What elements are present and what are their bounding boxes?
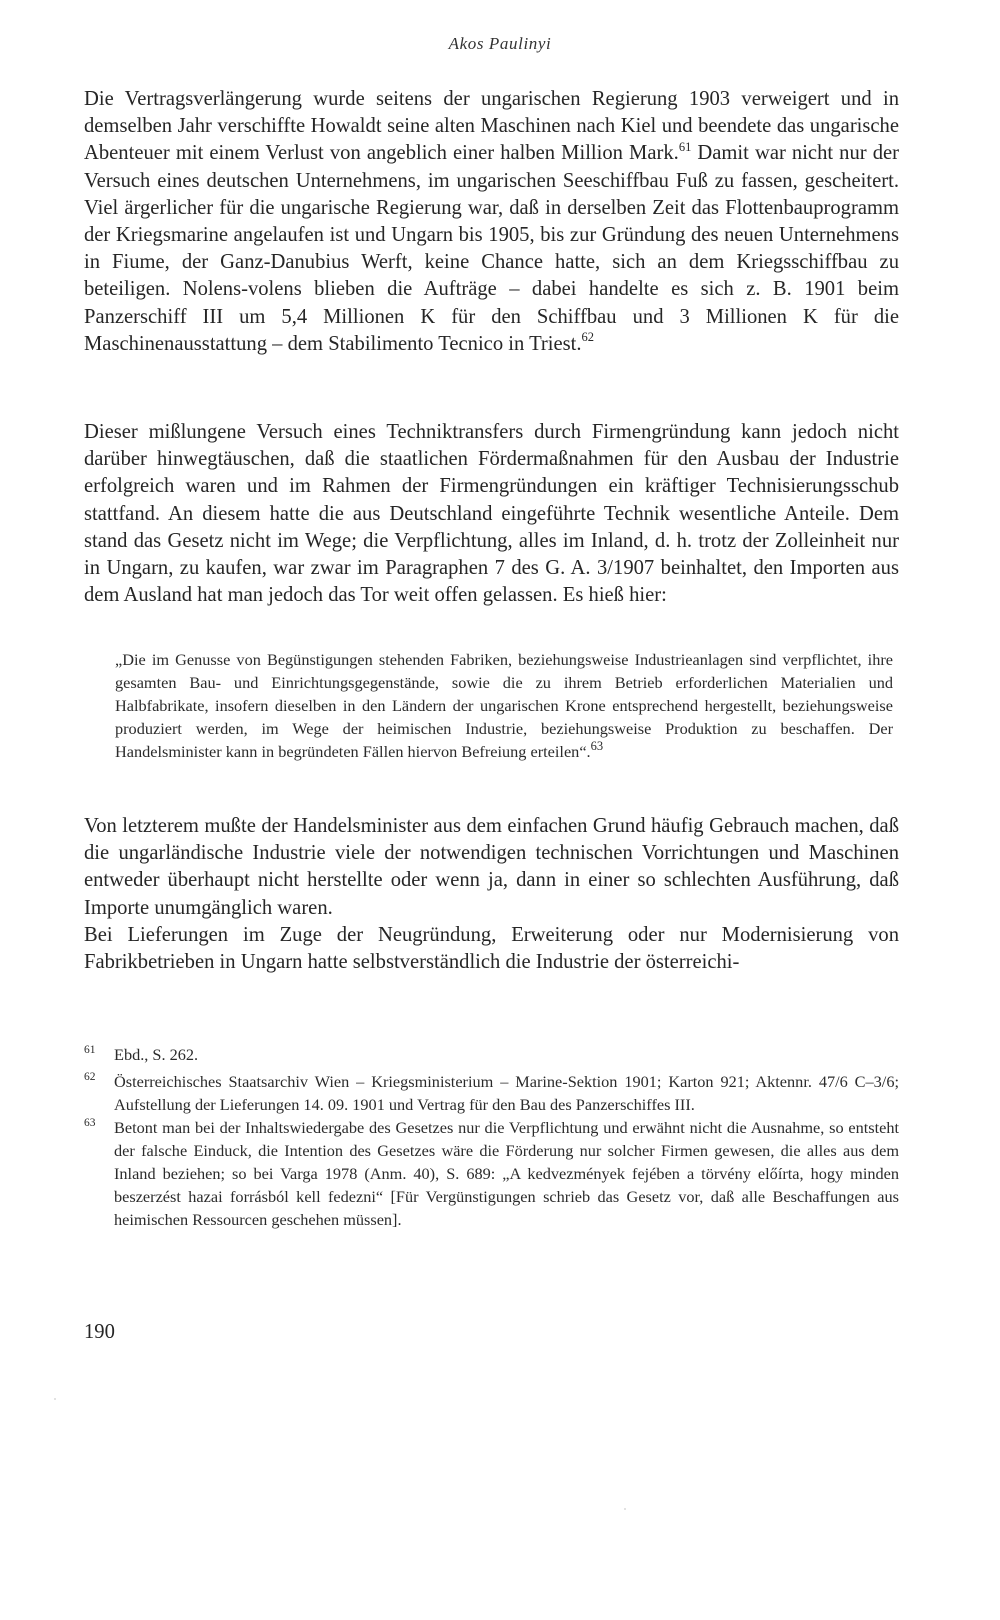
footnote-text: Betont man bei der Inhaltswiedergabe des Gesetzes nur die Verpflichtung und erwähnt nicht die Ausnahme, so entsteht der falsche Einduck, die Intention des Gesetzes wäre die Förderung nur solcher Firmen gewesen, die alles aus dem Inland beziehen; so bei Varga 1978 (Anm. 40), S. 689: „A kedvezmények fejében a törvény előírta, hogy minden beszerzést hazai forrásból kell fedezni“ [Für Vergünstigungen schrieb das Gesetz vor, daß alle Beschaffungen aus heimischen Ressourcen geschehen müssen]. [114,1118,899,1229]
footnote-ref-63[interactable]: 63 [590,738,604,753]
scan-speck [624,1508,626,1510]
footnote-number: 62 [84,1071,96,1083]
paragraph-1 [84,86,899,358]
footnote-number: 61 [84,1044,96,1056]
footnote-61 [84,1043,899,1066]
footnote-ref-62[interactable]: 62 [581,329,595,344]
paragraph-2: Dieser mißlungene Versuch eines Techniktransfers durch Firmengründung kann jedoch nicht darüber hinwegtäuschen, daß die staatlichen Fördermaßnahmen für den Ausbau der Industrie erfolgreich waren und im Rahmen der Firmengründungen ein kräftiger Technisierungsschub stattfand. An diesem hatte die aus Deutschland eingeführte Technik wesentliche Anteile. Dem stand das Gesetz nicht im Wege; die Verpflichtung, alles im Inland, d. h. trotz der Zolleinheit nur in Ungarn, zu kaufen, war zwar im Paragraphen 7 des G. A. 3/1907 beinhaltet, den Importen aus dem Ausland hat man jedoch das Tor weit offen gelassen. Es hieß hier: [84,421,899,607]
law-quotation [115,648,893,763]
footnote-62 [84,1070,899,1116]
paragraph-4: Bei Lieferungen im Zuge der Neugründung, Erweiterung oder nur Modernisierung von Fabrikbetrieben in Ungarn hatte selbstverständlich die Industrie der österreichi- [84,924,899,974]
footnote-63 [84,1116,899,1231]
running-header: Akos Paulinyi [448,34,552,53]
law-quotation-text: „Die im Genusse von Begünstigungen stehenden Fabriken, beziehungsweise Industrieanlagen sind verpflichtet, ihre gesamten Bau- und Einrichtungsgegenstände, sowie die zu ihrem Betrieb erforderlichen Materialien und Halbfabrikate, insofern dieselben in den Ländern der ungarischen Krone entsprechend hergestellt, beziehungsweise produziert werden, im Wege der heimischen Industrie, beziehungsweise Produktion zu beschaffen. Der Handelsminister kann in begründeten Fällen hiervon Befreiung erteilen“. [115,650,893,761]
scan-speck [54,1398,56,1400]
paragraph-1-text-b: Damit war nicht nur der Versuch eines deutschen Unternehmens, im ungarischen Seeschiffbau Fuß zu fassen, gescheitert. Viel ärgerlicher für die ungarische Regierung war, daß in derselben Zeit das Flottenbauprogramm der Kriegsmarine angelaufen ist und Ungarn bis 1905, bis zur Gründung des neuen Unternehmens in Fiume, der Ganz-Danubius Werft, keine Chance hatte, sich an dem Kriegsschiffbau zu beteiligen. Nolens-volens blieben die Aufträge – dabei handelte es sich z. B. 1901 beim Panzerschiff III um 5,4 Millionen K für den Schiffbau und 3 Millionen K für die Maschinenausstattung – dem Stabilimento Tecnico in Triest. [84,142,900,355]
footnote-ref-61[interactable]: 61 [678,139,692,154]
page-number: 190 [84,1321,115,1343]
footnote-number: 63 [84,1117,96,1129]
footnote-text: Ebd., S. 262. [114,1045,199,1064]
footnote-text: Österreichisches Staatsarchiv Wien – Kriegsministerium – Marine-Sektion 1901; Karton 921; Aktennr. 47/6 C–3/6; Aufstellung der Lieferungen 14. 09. 1901 und Vertrag für den Bau des Panzerschiffes III. [114,1072,899,1114]
paragraph-1-text-a: Die Vertragsverlängerung wurde seitens der ungarischen Regierung 1903 verweigert und in demselben Jahr verschiffte Howaldt seine alten Maschinen nach Kiel und beendete das ungarische Abenteuer mit einem Verlust von angeblich einer halben Million Mark. [84,88,899,165]
footnotes-list [84,1043,899,1231]
paragraph-3: Von letzterem mußte der Handelsminister aus dem einfachen Grund häufig Gebrauch machen, daß die ungarländische Industrie viele der notwendigen technischen Vorrichtungen und Maschinen entweder überhaupt nicht herstellte oder wenn ja, dann in einer so schlechten Ausführung, daß Importe unumgänglich waren. [84,815,899,919]
